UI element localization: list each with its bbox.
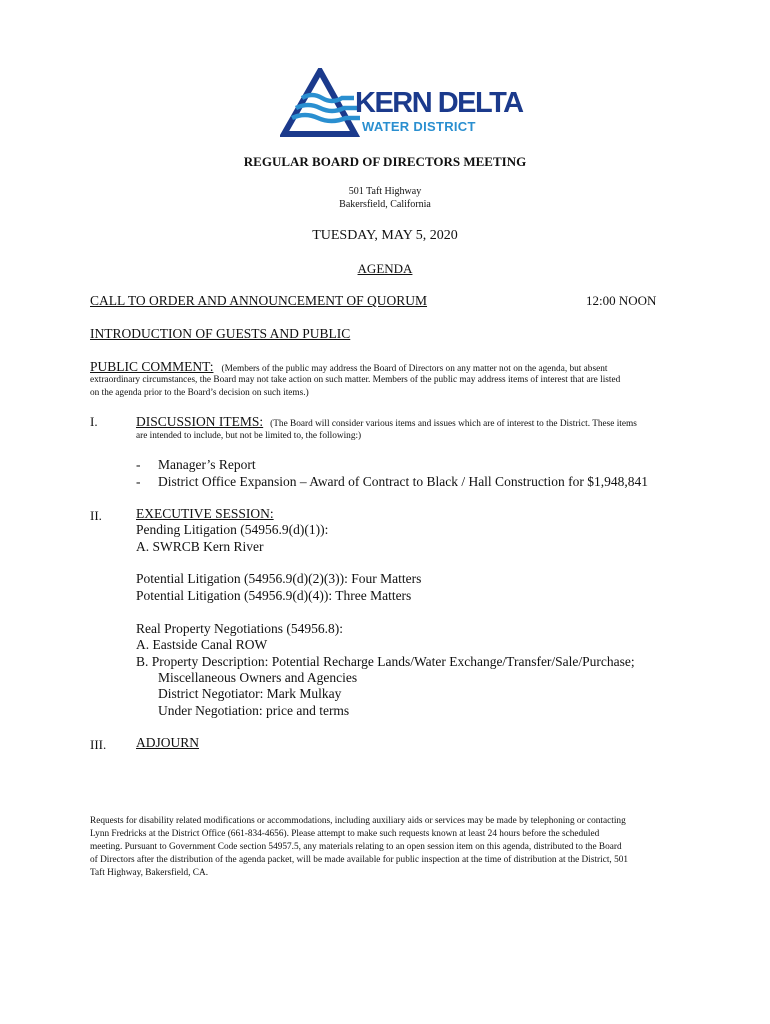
discussion-items-heading: DISCUSSION ITEMS: [136,414,264,429]
executive-session-heading: EXECUTIVE SESSION: [136,506,274,521]
under-negotiation: Under Negotiation: price and terms [158,703,350,718]
address-line-1: 501 Taft Highway [348,186,422,197]
public-comment-text-3: on the agenda prior to the Board’s decision on such items.) [90,388,309,398]
property-description: B. Property Description: Potential Recharge Lands/Water Exchange/Transfer/Sale/Purchase; [136,654,635,669]
pending-litigation: Pending Litigation (54956.9(d)(1)): [136,522,329,537]
discussion-items-text-2: are intended to include, but not be limited to, the following:) [136,431,362,441]
footer-line-5: Taft Highway, Bakersfield, CA. [90,868,209,878]
accessibility-notice [90,815,680,880]
logo-subtitle: WATER DISTRICT [362,119,476,134]
item-numeral-1: I. [90,414,98,429]
introduction-heading: INTRODUCTION OF GUESTS AND PUBLIC [90,326,351,341]
district-logo [280,68,523,138]
footer-line-2: Lynn Fredricks at the District Office (661-834-4656). Please attempt to make such requests known at least 24 hours before the scheduled [90,829,600,839]
bullet-office-expansion: District Office Expansion – Award of Contract to Black / Hall Construction for $1,948,841 [158,474,649,489]
agenda-heading: AGENDA [357,261,413,276]
address-line-2: Bakersfield, California [339,199,431,210]
meeting-date: TUESDAY, MAY 5, 2020 [312,228,458,243]
triangle-waves-icon [280,68,360,138]
real-property-negotiations: Real Property Negotiations (54956.8): [136,621,343,636]
eastside-canal-row: A. Eastside Canal ROW [136,637,268,652]
discussion-items-text-1: (The Board will consider various items and issues which are of interest to the District. These items [270,419,637,429]
miscellaneous-owners: Miscellaneous Owners and Agencies [158,670,358,685]
public-comment-heading: PUBLIC COMMENT: [90,359,214,374]
potential-litigation-three: Potential Litigation (54956.9(d)(4)): Three Matters [136,588,412,603]
adjourn-heading: ADJOURN [136,735,200,750]
bullet-dash: - [136,457,141,472]
footer-line-1: Requests for disability related modifications or accommodations, including auxiliary aids or services may be made by telephoning or contacting [90,816,626,826]
public-comment-text-2: extraordinary circumstances, the Board may not take action on such matter. Members of the public may address items of interest that are listed [90,375,621,385]
swrcb-kern-river: A. SWRCB Kern River [136,539,264,554]
item-numeral-3: III. [90,737,107,752]
footer-line-4: of Directors after the distribution of the agenda packet, will be made available for public inspection at the time of distribution at the District, 501 [90,855,629,865]
meeting-title: REGULAR BOARD OF DIRECTORS MEETING [243,154,527,169]
logo-title: KERN DELTA [355,87,523,119]
start-time: 12:00 NOON [586,293,657,308]
item-numeral-2: II. [90,508,102,523]
bullet-dash: - [136,474,141,489]
discussion-items-block [136,413,637,431]
potential-litigation-four: Potential Litigation (54956.9(d)(2)(3)): Four Matters [136,571,422,586]
district-negotiator: District Negotiator: Mark Mulkay [158,686,342,701]
bullet-managers-report: Manager’s Report [158,457,256,472]
public-comment-text-1: (Members of the public may address the Board of Directors on any matter not on the agenda, but absent [221,364,608,374]
call-to-order-heading: CALL TO ORDER AND ANNOUNCEMENT OF QUORUM [90,293,428,308]
footer-line-3: meeting. Pursuant to Government Code section 54957.5, any materials relating to an open session item on this agenda, distributed to the Board [90,842,622,852]
